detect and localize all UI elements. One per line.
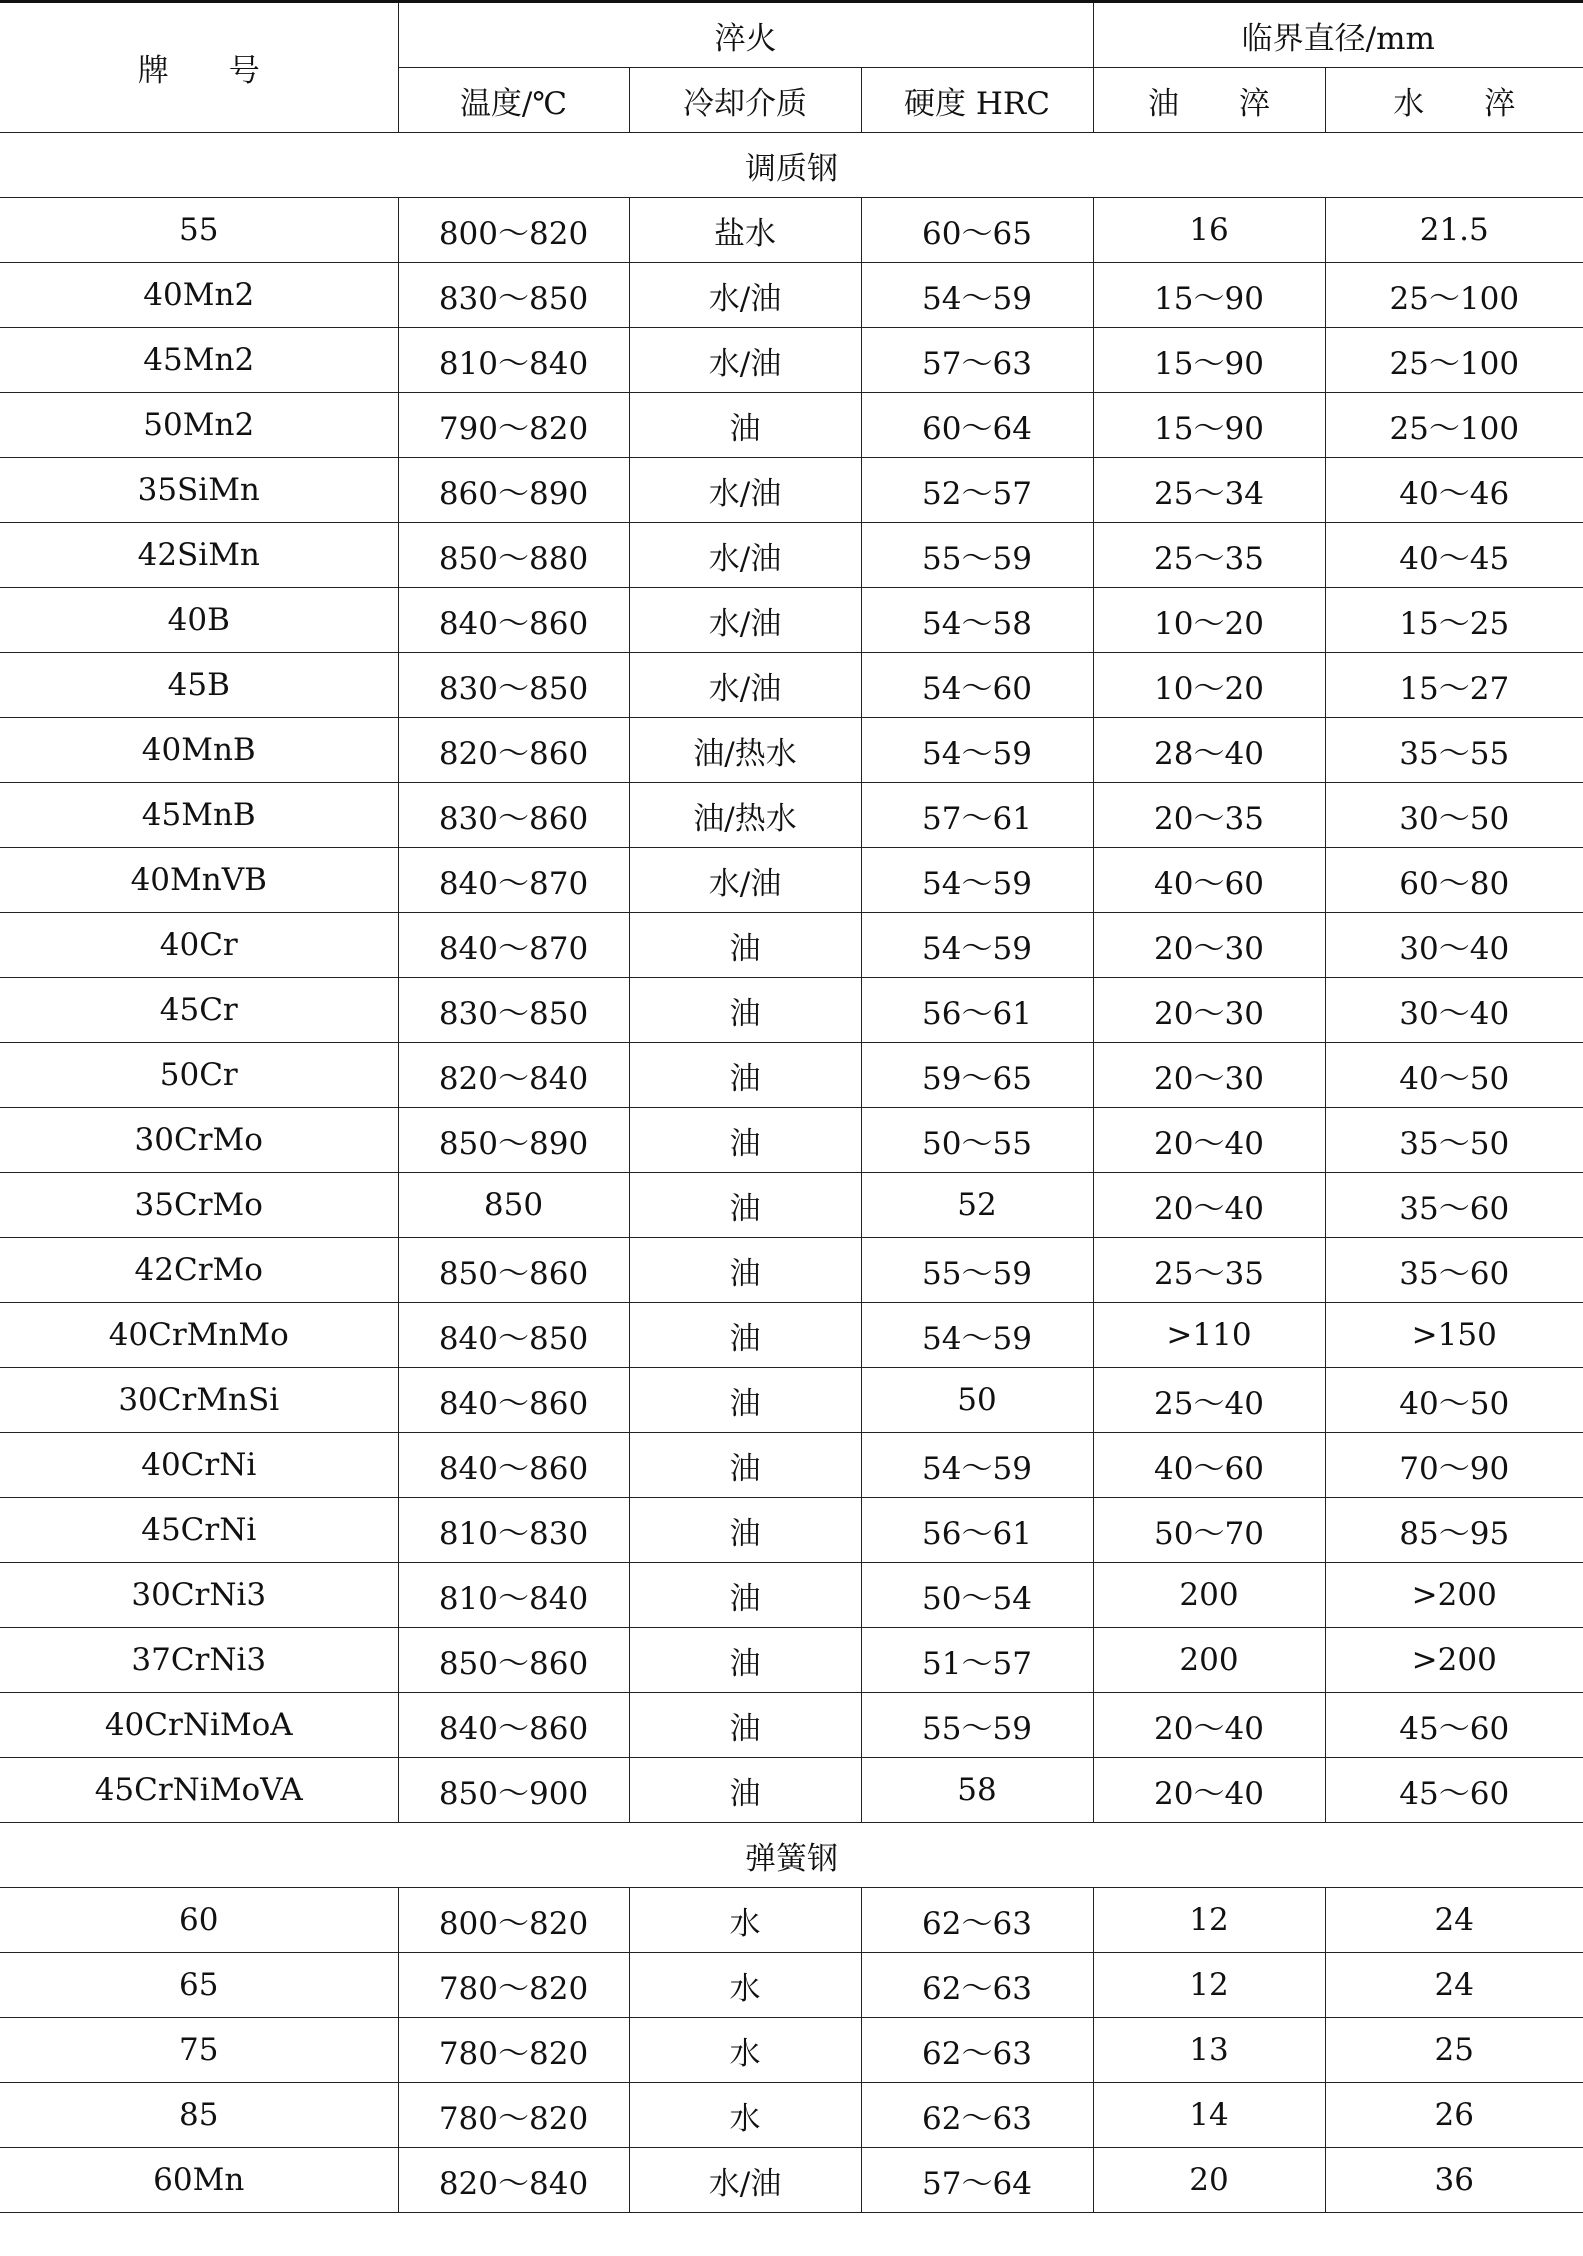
oil-quench-cell: 20～40 <box>1093 1758 1325 1823</box>
water-quench-cell: 45～60 <box>1325 1758 1583 1823</box>
temperature-cell: 840～870 <box>398 848 629 913</box>
coolant-cell: 水 <box>629 1953 861 2018</box>
oil-quench-cell: 20～40 <box>1093 1108 1325 1173</box>
table-row <box>0 523 1583 588</box>
grade-cell: 35CrMo <box>0 1173 398 1238</box>
table-row <box>0 393 1583 458</box>
oil-quench-cell: 20 <box>1093 2148 1325 2213</box>
grade-cell: 40Cr <box>0 913 398 978</box>
oil-quench-cell: 20～30 <box>1093 1043 1325 1108</box>
temperature-header: 温度/℃ <box>398 68 629 133</box>
grade-cell: 55 <box>0 198 398 263</box>
water-quench-cell: 15～27 <box>1325 653 1583 718</box>
temperature-cell: 850～860 <box>398 1628 629 1693</box>
grade-cell: 50Mn2 <box>0 393 398 458</box>
grade-header: 牌 号 <box>0 2 398 133</box>
coolant-cell: 油 <box>629 1173 861 1238</box>
grade-cell: 50Cr <box>0 1043 398 1108</box>
hardness-cell: 57～61 <box>861 783 1093 848</box>
water-quench-cell: 36 <box>1325 2148 1583 2213</box>
hardness-cell: 54～59 <box>861 263 1093 328</box>
table-row <box>0 1433 1583 1498</box>
grade-cell: 35SiMn <box>0 458 398 523</box>
temperature-cell: 840～860 <box>398 588 629 653</box>
coolant-cell: 油 <box>629 1108 861 1173</box>
table-body <box>0 133 1583 2213</box>
table-row <box>0 1498 1583 1563</box>
oil-quench-cell: 13 <box>1093 2018 1325 2083</box>
oil-quench-header: 油 淬 <box>1093 68 1325 133</box>
hardness-cell: 55～59 <box>861 1693 1093 1758</box>
oil-quench-cell: 40～60 <box>1093 1433 1325 1498</box>
table-row <box>0 1953 1583 2018</box>
hardness-cell: 59～65 <box>861 1043 1093 1108</box>
table-row <box>0 328 1583 393</box>
quench-group-header: 淬火 <box>398 2 1093 68</box>
oil-quench-cell: 16 <box>1093 198 1325 263</box>
coolant-cell: 油 <box>629 1433 861 1498</box>
temperature-cell: 830～860 <box>398 783 629 848</box>
oil-quench-cell: 25～40 <box>1093 1368 1325 1433</box>
water-quench-cell: >200 <box>1325 1563 1583 1628</box>
grade-cell: 30CrNi3 <box>0 1563 398 1628</box>
temperature-cell: 850～890 <box>398 1108 629 1173</box>
water-quench-cell: 45～60 <box>1325 1693 1583 1758</box>
hardness-cell: 58 <box>861 1758 1093 1823</box>
water-quench-cell: 40～46 <box>1325 458 1583 523</box>
hardness-cell: 54～59 <box>861 913 1093 978</box>
table-row <box>0 588 1583 653</box>
grade-cell: 42SiMn <box>0 523 398 588</box>
table-row <box>0 1563 1583 1628</box>
hardness-cell: 56～61 <box>861 1498 1093 1563</box>
table-row <box>0 1693 1583 1758</box>
oil-quench-cell: 50～70 <box>1093 1498 1325 1563</box>
grade-cell: 60 <box>0 1888 398 1953</box>
grade-cell: 40B <box>0 588 398 653</box>
coolant-cell: 油 <box>629 1628 861 1693</box>
coolant-cell: 盐水 <box>629 198 861 263</box>
grade-cell: 37CrNi3 <box>0 1628 398 1693</box>
coolant-cell: 水/油 <box>629 848 861 913</box>
hardness-cell: 62～63 <box>861 2018 1093 2083</box>
hardness-header: 硬度 HRC <box>861 68 1093 133</box>
water-quench-cell: >200 <box>1325 1628 1583 1693</box>
coolant-cell: 水 <box>629 1888 861 1953</box>
coolant-cell: 油 <box>629 978 861 1043</box>
water-quench-cell: 70～90 <box>1325 1433 1583 1498</box>
table-row <box>0 2083 1583 2148</box>
water-quench-cell: 35～50 <box>1325 1108 1583 1173</box>
grade-cell: 45Cr <box>0 978 398 1043</box>
grade-cell: 42CrMo <box>0 1238 398 1303</box>
table-row <box>0 978 1583 1043</box>
water-quench-cell: 40～45 <box>1325 523 1583 588</box>
table-row <box>0 1758 1583 1823</box>
coolant-cell: 油 <box>629 1693 861 1758</box>
temperature-cell: 850 <box>398 1173 629 1238</box>
oil-quench-cell: 20～40 <box>1093 1173 1325 1238</box>
hardness-cell: 62～63 <box>861 2083 1093 2148</box>
temperature-cell: 840～860 <box>398 1693 629 1758</box>
temperature-cell: 810～840 <box>398 1563 629 1628</box>
hardness-cell: 62～63 <box>861 1953 1093 2018</box>
water-quench-cell: >150 <box>1325 1303 1583 1368</box>
hardness-cell: 60～64 <box>861 393 1093 458</box>
oil-quench-cell: 40～60 <box>1093 848 1325 913</box>
coolant-cell: 油/热水 <box>629 718 861 783</box>
temperature-cell: 850～860 <box>398 1238 629 1303</box>
coolant-cell: 油 <box>629 1043 861 1108</box>
grade-cell: 30CrMnSi <box>0 1368 398 1433</box>
water-quench-cell: 30～40 <box>1325 913 1583 978</box>
temperature-cell: 840～860 <box>398 1368 629 1433</box>
table-row <box>0 458 1583 523</box>
coolant-cell: 油/热水 <box>629 783 861 848</box>
section-title: 调质钢 <box>0 133 1583 198</box>
oil-quench-cell: 10～20 <box>1093 653 1325 718</box>
grade-cell: 40CrMnMo <box>0 1303 398 1368</box>
water-quench-cell: 35～60 <box>1325 1173 1583 1238</box>
oil-quench-cell: 25～35 <box>1093 523 1325 588</box>
coolant-cell: 油 <box>629 393 861 458</box>
grade-cell: 65 <box>0 1953 398 2018</box>
water-quench-cell: 35～55 <box>1325 718 1583 783</box>
coolant-cell: 水/油 <box>629 2148 861 2213</box>
hardness-cell: 56～61 <box>861 978 1093 1043</box>
critical-diameter-header: 临界直径/mm <box>1093 2 1583 68</box>
temperature-cell: 780～820 <box>398 1953 629 2018</box>
water-quench-cell: 35～60 <box>1325 1238 1583 1303</box>
coolant-cell: 水/油 <box>629 458 861 523</box>
oil-quench-cell: >110 <box>1093 1303 1325 1368</box>
water-quench-cell: 40～50 <box>1325 1043 1583 1108</box>
hardness-cell: 52 <box>861 1173 1093 1238</box>
oil-quench-cell: 12 <box>1093 1888 1325 1953</box>
section-row <box>0 1823 1583 1888</box>
oil-quench-cell: 25～34 <box>1093 458 1325 523</box>
hardness-cell: 54～59 <box>861 1433 1093 1498</box>
water-quench-cell: 25～100 <box>1325 393 1583 458</box>
temperature-cell: 780～820 <box>398 2083 629 2148</box>
temperature-cell: 840～850 <box>398 1303 629 1368</box>
temperature-cell: 830～850 <box>398 978 629 1043</box>
hardness-cell: 60～65 <box>861 198 1093 263</box>
hardness-cell: 50～54 <box>861 1563 1093 1628</box>
section-row <box>0 133 1583 198</box>
hardness-cell: 54～58 <box>861 588 1093 653</box>
hardness-cell: 55～59 <box>861 1238 1093 1303</box>
grade-cell: 40Mn2 <box>0 263 398 328</box>
grade-cell: 85 <box>0 2083 398 2148</box>
grade-cell: 45CrNiMoVA <box>0 1758 398 1823</box>
coolant-cell: 水/油 <box>629 523 861 588</box>
hardness-cell: 51～57 <box>861 1628 1093 1693</box>
grade-cell: 45CrNi <box>0 1498 398 1563</box>
temperature-cell: 840～860 <box>398 1433 629 1498</box>
table-row <box>0 1628 1583 1693</box>
water-quench-cell: 25～100 <box>1325 263 1583 328</box>
temperature-cell: 860～890 <box>398 458 629 523</box>
water-quench-cell: 25～100 <box>1325 328 1583 393</box>
table-row <box>0 1368 1583 1433</box>
water-quench-cell: 25 <box>1325 2018 1583 2083</box>
hardness-cell: 54～59 <box>861 848 1093 913</box>
table-row <box>0 1108 1583 1173</box>
water-quench-cell: 21.5 <box>1325 198 1583 263</box>
oil-quench-cell: 25～35 <box>1093 1238 1325 1303</box>
temperature-cell: 850～900 <box>398 1758 629 1823</box>
coolant-cell: 水 <box>629 2083 861 2148</box>
water-quench-cell: 24 <box>1325 1953 1583 2018</box>
oil-quench-cell: 20～30 <box>1093 978 1325 1043</box>
table-row <box>0 263 1583 328</box>
table-row <box>0 1238 1583 1303</box>
grade-cell: 75 <box>0 2018 398 2083</box>
temperature-cell: 780～820 <box>398 2018 629 2083</box>
oil-quench-cell: 15～90 <box>1093 393 1325 458</box>
temperature-cell: 820～840 <box>398 1043 629 1108</box>
water-quench-header: 水 淬 <box>1325 68 1583 133</box>
temperature-cell: 810～840 <box>398 328 629 393</box>
table-row <box>0 1173 1583 1238</box>
table-row <box>0 1043 1583 1108</box>
oil-quench-cell: 14 <box>1093 2083 1325 2148</box>
temperature-cell: 840～870 <box>398 913 629 978</box>
grade-cell: 40MnVB <box>0 848 398 913</box>
oil-quench-cell: 200 <box>1093 1628 1325 1693</box>
water-quench-cell: 26 <box>1325 2083 1583 2148</box>
hardness-cell: 54～60 <box>861 653 1093 718</box>
grade-cell: 30CrMo <box>0 1108 398 1173</box>
hardness-cell: 54～59 <box>861 1303 1093 1368</box>
temperature-cell: 810～830 <box>398 1498 629 1563</box>
temperature-cell: 830～850 <box>398 653 629 718</box>
grade-cell: 40CrNi <box>0 1433 398 1498</box>
hardness-cell: 62～63 <box>861 1888 1093 1953</box>
water-quench-cell: 15～25 <box>1325 588 1583 653</box>
grade-cell: 40CrNiMoA <box>0 1693 398 1758</box>
grade-cell: 45B <box>0 653 398 718</box>
temperature-cell: 800～820 <box>398 198 629 263</box>
temperature-cell: 790～820 <box>398 393 629 458</box>
oil-quench-cell: 20～40 <box>1093 1693 1325 1758</box>
hardness-cell: 54～59 <box>861 718 1093 783</box>
oil-quench-cell: 15～90 <box>1093 263 1325 328</box>
oil-quench-cell: 12 <box>1093 1953 1325 2018</box>
table-row <box>0 718 1583 783</box>
table-row <box>0 913 1583 978</box>
temperature-cell: 800～820 <box>398 1888 629 1953</box>
grade-cell: 40MnB <box>0 718 398 783</box>
oil-quench-cell: 20～30 <box>1093 913 1325 978</box>
coolant-cell: 油 <box>629 1758 861 1823</box>
grade-cell: 45MnB <box>0 783 398 848</box>
water-quench-cell: 40～50 <box>1325 1368 1583 1433</box>
table-row <box>0 198 1583 263</box>
coolant-cell: 水 <box>629 2018 861 2083</box>
table-row <box>0 2148 1583 2213</box>
temperature-cell: 830～850 <box>398 263 629 328</box>
coolant-cell: 油 <box>629 1303 861 1368</box>
table-header <box>0 2 1583 133</box>
table-row <box>0 653 1583 718</box>
oil-quench-cell: 28～40 <box>1093 718 1325 783</box>
grade-cell: 60Mn <box>0 2148 398 2213</box>
section-title: 弹簧钢 <box>0 1823 1583 1888</box>
coolant-cell: 油 <box>629 1498 861 1563</box>
table-row <box>0 848 1583 913</box>
coolant-cell: 水/油 <box>629 328 861 393</box>
coolant-header: 冷却介质 <box>629 68 861 133</box>
coolant-cell: 油 <box>629 1238 861 1303</box>
hardness-cell: 52～57 <box>861 458 1093 523</box>
hardness-cell: 55～59 <box>861 523 1093 588</box>
coolant-cell: 油 <box>629 1563 861 1628</box>
temperature-cell: 850～880 <box>398 523 629 588</box>
water-quench-cell: 85～95 <box>1325 1498 1583 1563</box>
coolant-cell: 油 <box>629 913 861 978</box>
water-quench-cell: 24 <box>1325 1888 1583 1953</box>
hardness-cell: 50～55 <box>861 1108 1093 1173</box>
table-row <box>0 1303 1583 1368</box>
oil-quench-cell: 10～20 <box>1093 588 1325 653</box>
temperature-cell: 820～860 <box>398 718 629 783</box>
hardness-cell: 57～63 <box>861 328 1093 393</box>
oil-quench-cell: 200 <box>1093 1563 1325 1628</box>
coolant-cell: 油 <box>629 1368 861 1433</box>
coolant-cell: 水/油 <box>629 653 861 718</box>
hardness-cell: 57～64 <box>861 2148 1093 2213</box>
oil-quench-cell: 15～90 <box>1093 328 1325 393</box>
table-row <box>0 1888 1583 1953</box>
water-quench-cell: 30～40 <box>1325 978 1583 1043</box>
water-quench-cell: 60～80 <box>1325 848 1583 913</box>
temperature-cell: 820～840 <box>398 2148 629 2213</box>
hardness-cell: 50 <box>861 1368 1093 1433</box>
table-row <box>0 783 1583 848</box>
grade-cell: 45Mn2 <box>0 328 398 393</box>
coolant-cell: 水/油 <box>629 588 861 653</box>
table-row <box>0 2018 1583 2083</box>
water-quench-cell: 30～50 <box>1325 783 1583 848</box>
oil-quench-cell: 20～35 <box>1093 783 1325 848</box>
coolant-cell: 水/油 <box>629 263 861 328</box>
